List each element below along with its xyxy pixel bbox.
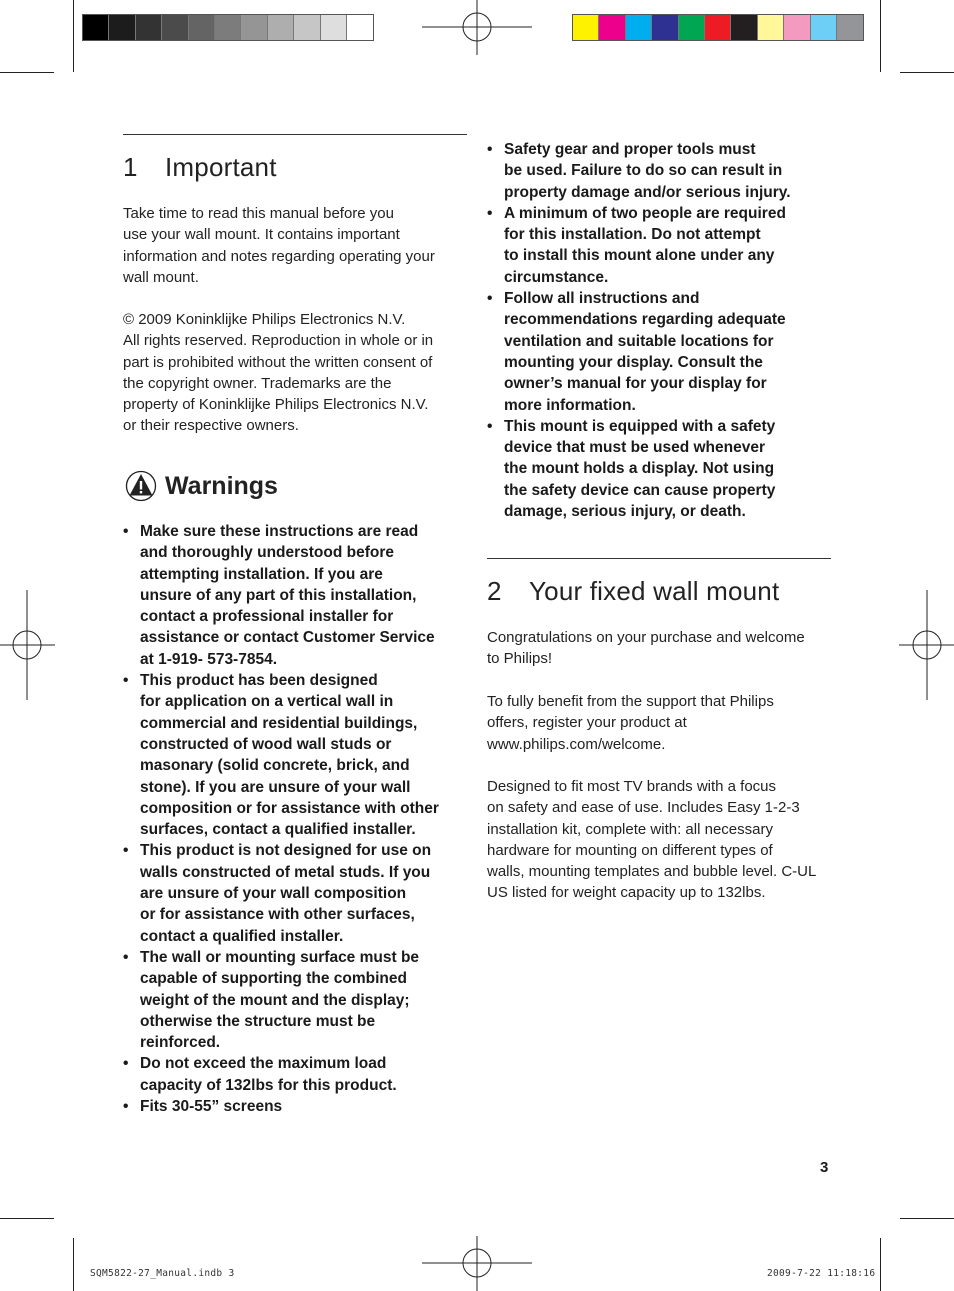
warning-item bbox=[487, 288, 837, 416]
paragraph-line: Designed to fit most TV brands with a focus bbox=[487, 778, 777, 795]
warning-line: be used. Failure to do so can result in bbox=[504, 162, 783, 180]
warning-item bbox=[123, 1096, 473, 1117]
section-1-title: Important bbox=[165, 152, 277, 182]
warning-line: ventilation and suitable locations for bbox=[504, 332, 774, 350]
warning-line: This product has been designed bbox=[140, 672, 378, 690]
warning-line: attempting installation. If you are bbox=[140, 565, 383, 583]
warning-triangle-icon bbox=[125, 470, 157, 502]
slug-timestamp: 2009-7-22 11:18:16 bbox=[767, 1268, 876, 1279]
registration-mark-left bbox=[0, 590, 55, 700]
warning-line: This mount is equipped with a safety bbox=[504, 417, 776, 435]
section-2-heading bbox=[487, 576, 779, 607]
color-swatch bbox=[758, 15, 784, 40]
copyright-line: All rights reserved. Reproduction in whole or in bbox=[123, 332, 434, 350]
warning-line: Fits 30-55” screens bbox=[140, 1098, 283, 1116]
warning-line: constructed of wood wall studs or bbox=[140, 735, 392, 753]
color-swatch bbox=[599, 15, 625, 40]
warning-line: Do not exceed the maximum load bbox=[140, 1055, 387, 1073]
copyright-paragraph bbox=[123, 309, 473, 437]
congratulations-paragraph bbox=[487, 627, 837, 670]
warning-line: property damage and/or serious injury. bbox=[504, 183, 791, 201]
section-2-title: Your fixed wall mount bbox=[529, 576, 780, 606]
copyright-line: the copyright owner. Trademarks are the bbox=[123, 374, 392, 392]
color-swatch bbox=[705, 15, 731, 40]
copyright-line: property of Koninklijke Philips Electronics N.V. bbox=[123, 396, 429, 414]
warnings-list-right bbox=[487, 139, 837, 522]
bullet-icon: • bbox=[123, 672, 129, 690]
section-2-number: 2 bbox=[487, 576, 502, 606]
warning-item bbox=[487, 139, 837, 203]
bullet-icon: • bbox=[123, 1055, 129, 1073]
intro-line: use your wall mount. It contains important bbox=[123, 226, 400, 244]
bullet-icon: • bbox=[487, 290, 493, 308]
warning-item bbox=[487, 416, 837, 522]
color-swatch bbox=[731, 15, 757, 40]
warning-line: Safety gear and proper tools must bbox=[504, 141, 756, 158]
warning-line: contact a qualified installer. bbox=[140, 927, 344, 945]
color-swatch bbox=[347, 15, 373, 40]
color-swatch bbox=[83, 15, 109, 40]
color-swatch bbox=[321, 15, 347, 40]
warning-line: weight of the mount and the display; bbox=[140, 991, 410, 1009]
bullet-icon: • bbox=[487, 204, 493, 222]
slug-filename: SQM5822-27_Manual.indb 3 bbox=[90, 1268, 235, 1279]
paragraph-line: To fully benefit from the support that Philips bbox=[487, 693, 774, 710]
warning-line: at 1-919- 573-7854. bbox=[140, 650, 278, 668]
register-paragraph bbox=[487, 691, 837, 755]
registration-mark-top bbox=[422, 0, 532, 55]
warning-line: Make sure these instructions are read bbox=[140, 523, 419, 540]
color-swatch bbox=[215, 15, 241, 40]
description-paragraph bbox=[487, 776, 837, 904]
paragraph-line: Congratulations on your purchase and welcome bbox=[487, 629, 805, 646]
warning-line: A minimum of two people are required bbox=[504, 204, 786, 222]
warning-line: contact a professional installer for bbox=[140, 608, 394, 626]
paragraph-line: hardware for mounting on different types of bbox=[487, 841, 773, 859]
paragraph-line: to Philips! bbox=[487, 650, 553, 668]
section-1-number: 1 bbox=[123, 152, 138, 182]
intro-line: Take time to read this manual before you bbox=[123, 205, 394, 222]
paragraph-line: US listed for weight capacity up to 132lbs. bbox=[487, 884, 766, 902]
color-swatch bbox=[652, 15, 678, 40]
copyright-line: part is prohibited without the written consent of bbox=[123, 353, 433, 371]
warning-line: capacity of 132lbs for this product. bbox=[140, 1076, 397, 1094]
warning-line: or for assistance with other surfaces, bbox=[140, 906, 415, 924]
warnings-heading bbox=[125, 470, 278, 502]
warning-line: Follow all instructions and bbox=[504, 290, 700, 308]
intro-paragraph bbox=[123, 203, 473, 288]
warning-item bbox=[123, 840, 473, 946]
warning-line: assistance or contact Customer Service bbox=[140, 629, 435, 647]
color-swatch bbox=[136, 15, 162, 40]
warning-line: walls constructed of metal studs. If you bbox=[140, 863, 431, 881]
paragraph-line: installation kit, complete with: all necessary bbox=[487, 820, 773, 838]
section-2-rule bbox=[487, 558, 831, 559]
intro-line: wall mount. bbox=[123, 268, 199, 286]
bullet-icon: • bbox=[123, 948, 129, 966]
color-swatch bbox=[109, 15, 135, 40]
warning-line: The wall or mounting surface must be bbox=[140, 948, 420, 966]
warning-line: owner’s manual for your display for bbox=[504, 375, 767, 393]
warning-line: otherwise the structure must be bbox=[140, 1012, 376, 1030]
warning-line: unsure of any part of this installation, bbox=[140, 586, 417, 604]
copyright-line: or their respective owners. bbox=[123, 417, 299, 435]
warning-line: are unsure of your wall composition bbox=[140, 885, 407, 903]
process-color-bar bbox=[572, 14, 864, 41]
color-swatch bbox=[189, 15, 215, 40]
warnings-title: Warnings bbox=[165, 471, 278, 500]
warning-line: composition or for assistance with other bbox=[140, 799, 439, 817]
registration-mark-bottom bbox=[422, 1236, 532, 1291]
warning-line: circumstance. bbox=[504, 268, 609, 286]
paragraph-line: offers, register your product at bbox=[487, 714, 687, 732]
warning-line: reinforced. bbox=[140, 1034, 221, 1052]
color-swatch bbox=[573, 15, 599, 40]
warning-line: the mount holds a display. Not using bbox=[504, 460, 775, 478]
warning-line: surfaces, contact a qualified installer. bbox=[140, 821, 416, 839]
color-swatch bbox=[626, 15, 652, 40]
warning-line: This product is not designed for use on bbox=[140, 842, 432, 860]
paragraph-line: on safety and ease of use. Includes Easy 1-2-3 bbox=[487, 799, 800, 817]
color-swatch bbox=[241, 15, 267, 40]
warning-line: damage, serious injury, or death. bbox=[504, 503, 746, 521]
warning-line: the safety device can cause property bbox=[504, 481, 776, 499]
warning-line: mounting your display. Consult the bbox=[504, 353, 763, 371]
bullet-icon: • bbox=[487, 141, 493, 158]
warning-item bbox=[123, 521, 473, 670]
bullet-icon: • bbox=[123, 523, 129, 540]
warnings-list-left bbox=[123, 521, 473, 1117]
warning-line: more information. bbox=[504, 396, 636, 414]
intro-line: information and notes regarding operating your bbox=[123, 247, 435, 265]
color-swatch bbox=[811, 15, 837, 40]
color-swatch bbox=[837, 15, 863, 40]
warning-line: to install this mount alone under any bbox=[504, 247, 775, 265]
page-number: 3 bbox=[820, 1159, 829, 1176]
paragraph-line: www.philips.com/welcome. bbox=[487, 735, 666, 753]
section-1-heading bbox=[123, 152, 277, 183]
warning-line: for this installation. Do not attempt bbox=[504, 226, 761, 244]
warning-line: capable of supporting the combined bbox=[140, 970, 407, 988]
section-1-rule bbox=[123, 134, 467, 135]
color-swatch bbox=[294, 15, 320, 40]
warning-item bbox=[123, 947, 473, 1053]
warning-line: and thoroughly understood before bbox=[140, 544, 395, 562]
warning-line: for application on a vertical wall in bbox=[140, 693, 394, 711]
color-swatch bbox=[162, 15, 188, 40]
warning-line: recommendations regarding adequate bbox=[504, 311, 786, 329]
warning-item bbox=[123, 670, 473, 840]
color-swatch bbox=[268, 15, 294, 40]
color-swatch bbox=[679, 15, 705, 40]
bullet-icon: • bbox=[123, 842, 129, 860]
registration-mark-right bbox=[899, 590, 954, 700]
bullet-icon: • bbox=[487, 417, 493, 435]
gray-color-bar bbox=[82, 14, 374, 41]
bullet-icon: • bbox=[123, 1098, 129, 1116]
warning-line: masonary (solid concrete, brick, and bbox=[140, 757, 410, 775]
warning-line: commercial and residential buildings, bbox=[140, 714, 418, 732]
warning-item bbox=[123, 1053, 473, 1096]
warning-line: device that must be used whenever bbox=[504, 439, 766, 457]
paragraph-line: walls, mounting templates and bubble level. C-UL bbox=[487, 863, 817, 881]
copyright-line: © 2009 Koninklijke Philips Electronics N.V. bbox=[123, 311, 406, 328]
warning-item bbox=[487, 203, 837, 288]
color-swatch bbox=[784, 15, 810, 40]
warning-line: stone). If you are unsure of your wall bbox=[140, 778, 411, 796]
